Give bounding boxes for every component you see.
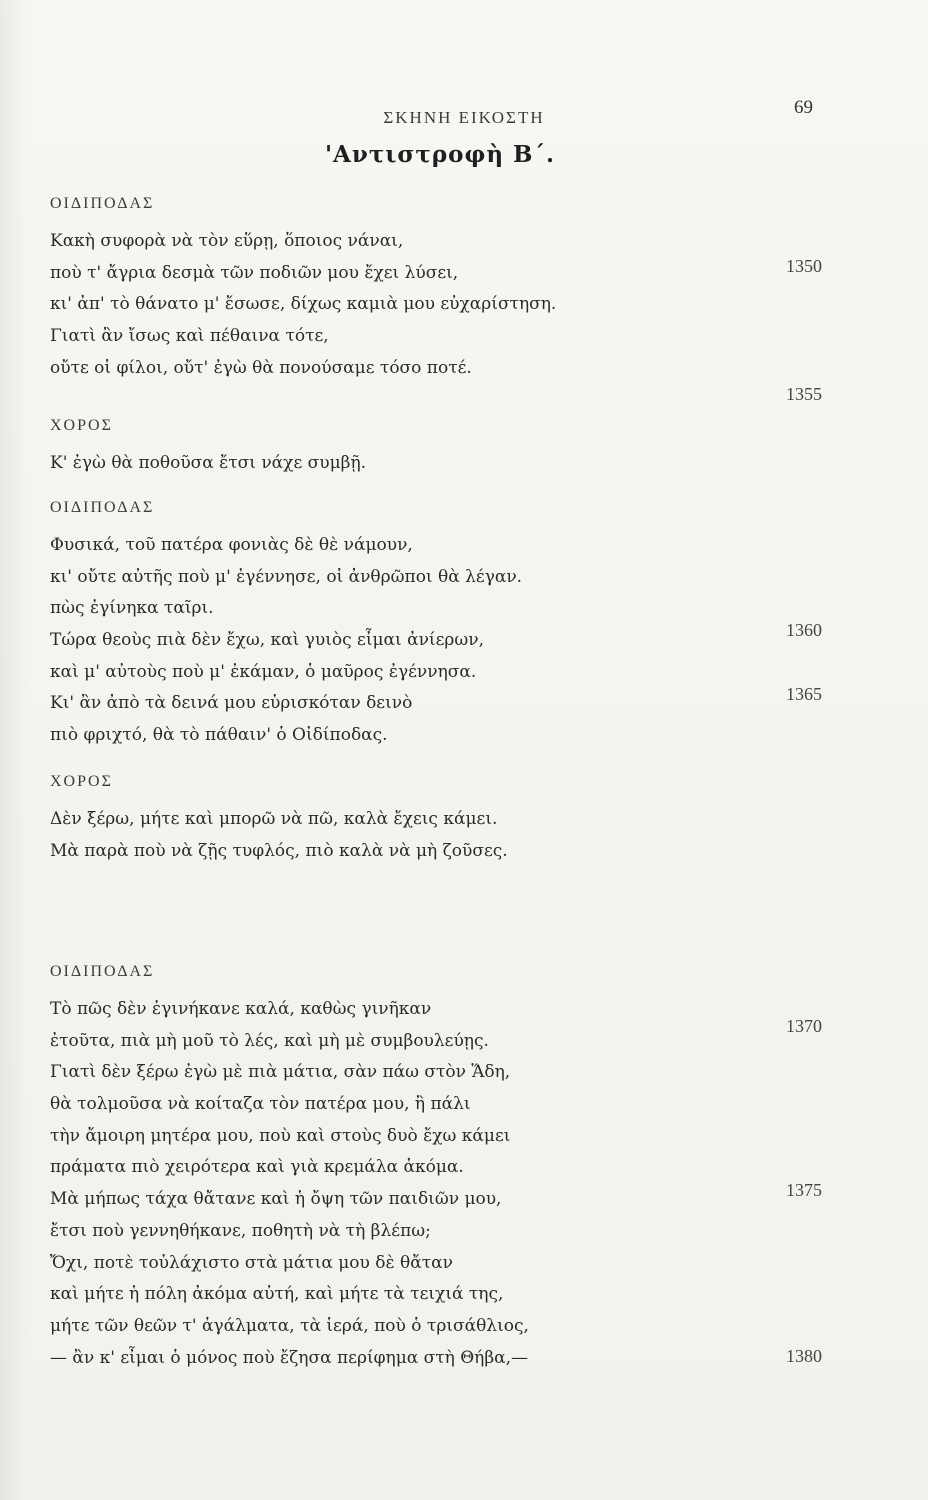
verse-line: Τώρα θεοὺς πιὰ δὲν ἔχω, καὶ γυιὸς εἶμαι ἀνίερων, [50,630,484,651]
verse-line: κι' οὔτε αὐτῆς ποὺ μ' ἐγέννησε, οἱ ἀνθρῶποι θὰ λέγαν. [50,566,523,587]
verse-line: ἔτσι ποὺ γεννηθήκανε, ποθητὴ νὰ τὴ βλέπω; [50,1220,431,1241]
verse-line: πιὸ φριχτό, θὰ τὸ πάθαιν' ὁ Οἰδίποδας. [50,725,388,746]
line-number: 1365 [786,684,822,704]
speaker-name: ΧΟΡΟΣ [50,417,113,434]
section-title: 'Αντιστροφὴ Β΄. [324,141,555,168]
verse-line: ἐτοῦτα, πιὰ μὴ μοῦ τὸ λές, καὶ μὴ μὲ συμβουλεύῃς. [50,1030,489,1051]
line-number: 1355 [786,384,822,404]
verse-line: πράματα πιὸ χειρότερα καὶ γιὰ κρεμάλα ἀκόμα. [50,1157,464,1178]
speech-block [50,770,790,867]
verse-line: Φυσικά, τοῦ πατέρα φονιὰς δὲ θὲ νάμουν, [50,535,413,555]
speech-block [50,192,790,384]
verse-line: Δὲν ξέρω, μήτε καὶ μπορῶ νὰ πῶ, καλὰ ἔχεις κάμει. [50,809,498,829]
verse-line: Κι' ἂν ἀπὸ τὰ δεινά μου εὑρισκόταν δεινὸ [50,693,413,714]
verse-line: καὶ μήτε ἡ πόλη ἀκόμα αὐτή, καὶ μήτε τὰ τειχιά της, [50,1284,504,1305]
page-number: 69 [794,97,813,118]
speaker-name: ΟΙΔΙΠΟΔΑΣ [50,195,155,212]
verse-line: Κ' ἐγὼ θὰ ποθοῦσα ἔτσι νάχε συμβῇ. [50,453,367,473]
verse-line: Ὄχι, ποτὲ τοὐλάχιστο στὰ μάτια μου δὲ θἄταν [50,1252,453,1273]
verse-line: Μὰ παρὰ ποὺ νὰ ζῇς τυφλός, πιὸ καλὰ νὰ μὴ ζοῦσες. [50,840,508,861]
speaker-name: ΟΙΔΙΠΟΔΑΣ [50,963,155,980]
verse-line: Γιατὶ ἂν ἴσως καὶ πέθαινα τότε, [50,326,329,347]
line-number: 1380 [786,1346,822,1366]
speech-block [50,496,790,752]
line-number: 1370 [786,1016,822,1036]
verse-line: — ἂν κ' εἶμαι ὁ μόνος ποὺ ἔζησα περίφημα στὴ Θήβα,— [50,1347,529,1368]
speaker-name: ΟΙΔΙΠΟΔΑΣ [50,499,155,516]
verse-line: μήτε τῶν θεῶν τ' ἀγάλματα, τὰ ἱερά, ποὺ ὁ τρισάθλιος, [50,1315,529,1336]
verse-line: πὼς ἐγίνηκα ταῖρι. [50,598,214,619]
verse-line: Κακὴ συφορὰ νὰ τὸν εὕρῃ, ὅποιος νάναι, [50,231,404,251]
speech-block [50,414,790,480]
verse-line: καὶ μ' αὐτοὺς ποὺ μ' ἐκάμαν, ὁ μαῦρος ἐγέννησα. [50,661,477,682]
line-number: 1375 [786,1180,822,1200]
running-header: ΣΚΗΝΗ ΕΙΚΟΣΤΗ [383,108,545,127]
verse-line: τὴν ἄμοιρη μητέρα μου, ποὺ καὶ στοὺς δυὸ ἔχω κάμει [50,1125,511,1146]
speech-block [50,960,790,1374]
verse-line: κι' ἀπ' τὸ θάνατο μ' ἔσωσε, δίχως καμιὰ μου εὐχαρίστηση. [50,294,557,315]
verse-line: Γιατὶ δὲν ξέρω ἐγὼ μὲ πιὰ μάτια, σὰν πάω στὸν Ἅδη, [50,1062,511,1083]
verse-line: Μὰ μήπως τάχα θἄτανε καὶ ἡ ὄψη τῶν παιδιῶν μου, [50,1189,502,1210]
speaker-name: ΧΟΡΟΣ [50,773,113,790]
verse-line: θὰ τολμοῦσα νὰ κοίταζα τὸν πατέρα μου, ἢ πάλι [50,1094,471,1115]
verse-line: Τὸ πῶς δὲν ἐγινήκανε καλά, καθὼς γινῆκαν [50,999,432,1019]
verse-line: ποὺ τ' ἄγρια δεσμὰ τῶν ποδιῶν μου ἔχει λύσει, [50,262,459,283]
verse-line: οὔτε οἱ φίλοι, οὔτ' ἐγὼ θὰ πονούσαμε τόσο ποτέ. [50,357,472,378]
line-number: 1350 [786,256,822,276]
line-number: 1360 [786,620,822,640]
